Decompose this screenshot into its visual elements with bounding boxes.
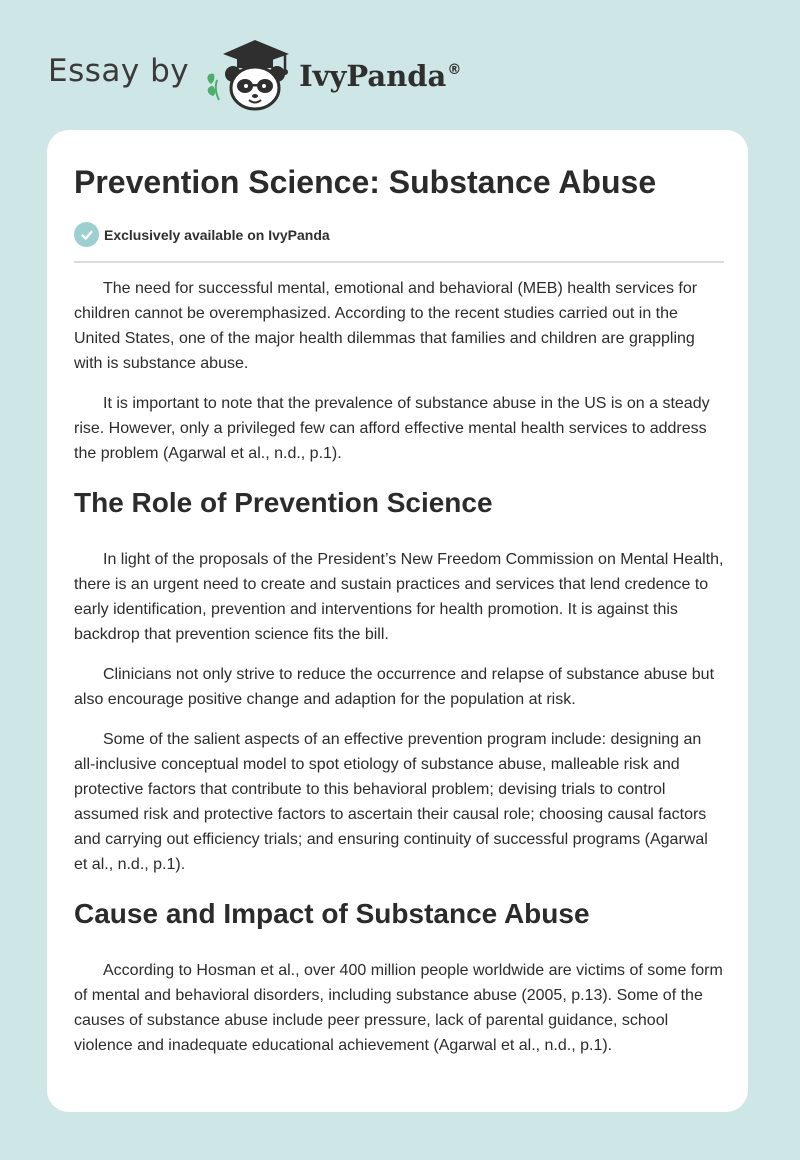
brand-name-text: IvyPanda [299,59,447,93]
panda-graduate-logo-icon[interactable] [203,36,295,112]
paragraph: According to Hosman et al., over 400 million people worldwide are victims of some form of mental and behavioral disorders, including substance abuse (2005, p.13). Some of the causes of substance abuse include peer pressure, lack of parental guidance, school violence and inadequate educational achievement (Agarwal et al., n.d., p.1). [74,962,723,1054]
paragraph: Clinicians not only strive to reduce the occurrence and relapse of substance abuse but also encourage positive change and adaption for the population at risk. [74,666,715,708]
exclusive-label: Exclusively available on IvyPanda [104,226,330,243]
paragraph: The need for successful mental, emotional and behavioral (MEB) health services for children cannot be overemphasized. According to the recent studies carried out in the United States, one of the major health dilemmas that families and children are grappling with is substance abuse. [74,280,698,372]
section-heading: The Role of Prevention Science [74,487,493,518]
brand-header [48,34,461,114]
essay-body [74,276,724,1073]
section-heading: Cause and Impact of Substance Abuse [74,898,590,929]
title-divider [74,261,724,263]
registered-mark: ® [447,62,462,78]
essay-card [47,130,748,1112]
paragraph: In light of the proposals of the President’s New Freedom Commission on Mental Health, there is an urgent need to create and sustain practices and services that lend credence to early identification, prevention and interventions for health promotion. It is against this backdrop that prevention science fits the bill. [74,551,724,643]
paragraph: Some of the salient aspects of an effective prevention program include: designing an all-inclusive conceptual model to spot etiology of substance abuse, malleable risk and protective factors that contribute to this behavioral problem; devising trials to control assumed risk and protective factors to ascertain their causal role; choosing causal factors and carrying out efficiency trials; and ensuring continuity of successful programs (Agarwal et al., n.d., p.1). [74,731,708,873]
essay-title: Prevention Science: Substance Abuse [74,164,657,200]
exclusive-badge [74,222,330,247]
essay-by-label: Essay by [48,53,190,89]
paragraph: It is important to note that the prevalence of substance abuse in the US is on a steady rise. However, only a privileged few can afford effective mental health services to address the problem (Agarwal et al., n.d., p.1). [74,395,710,462]
brand-name[interactable] [299,59,461,93]
check-circle-icon [74,222,99,247]
